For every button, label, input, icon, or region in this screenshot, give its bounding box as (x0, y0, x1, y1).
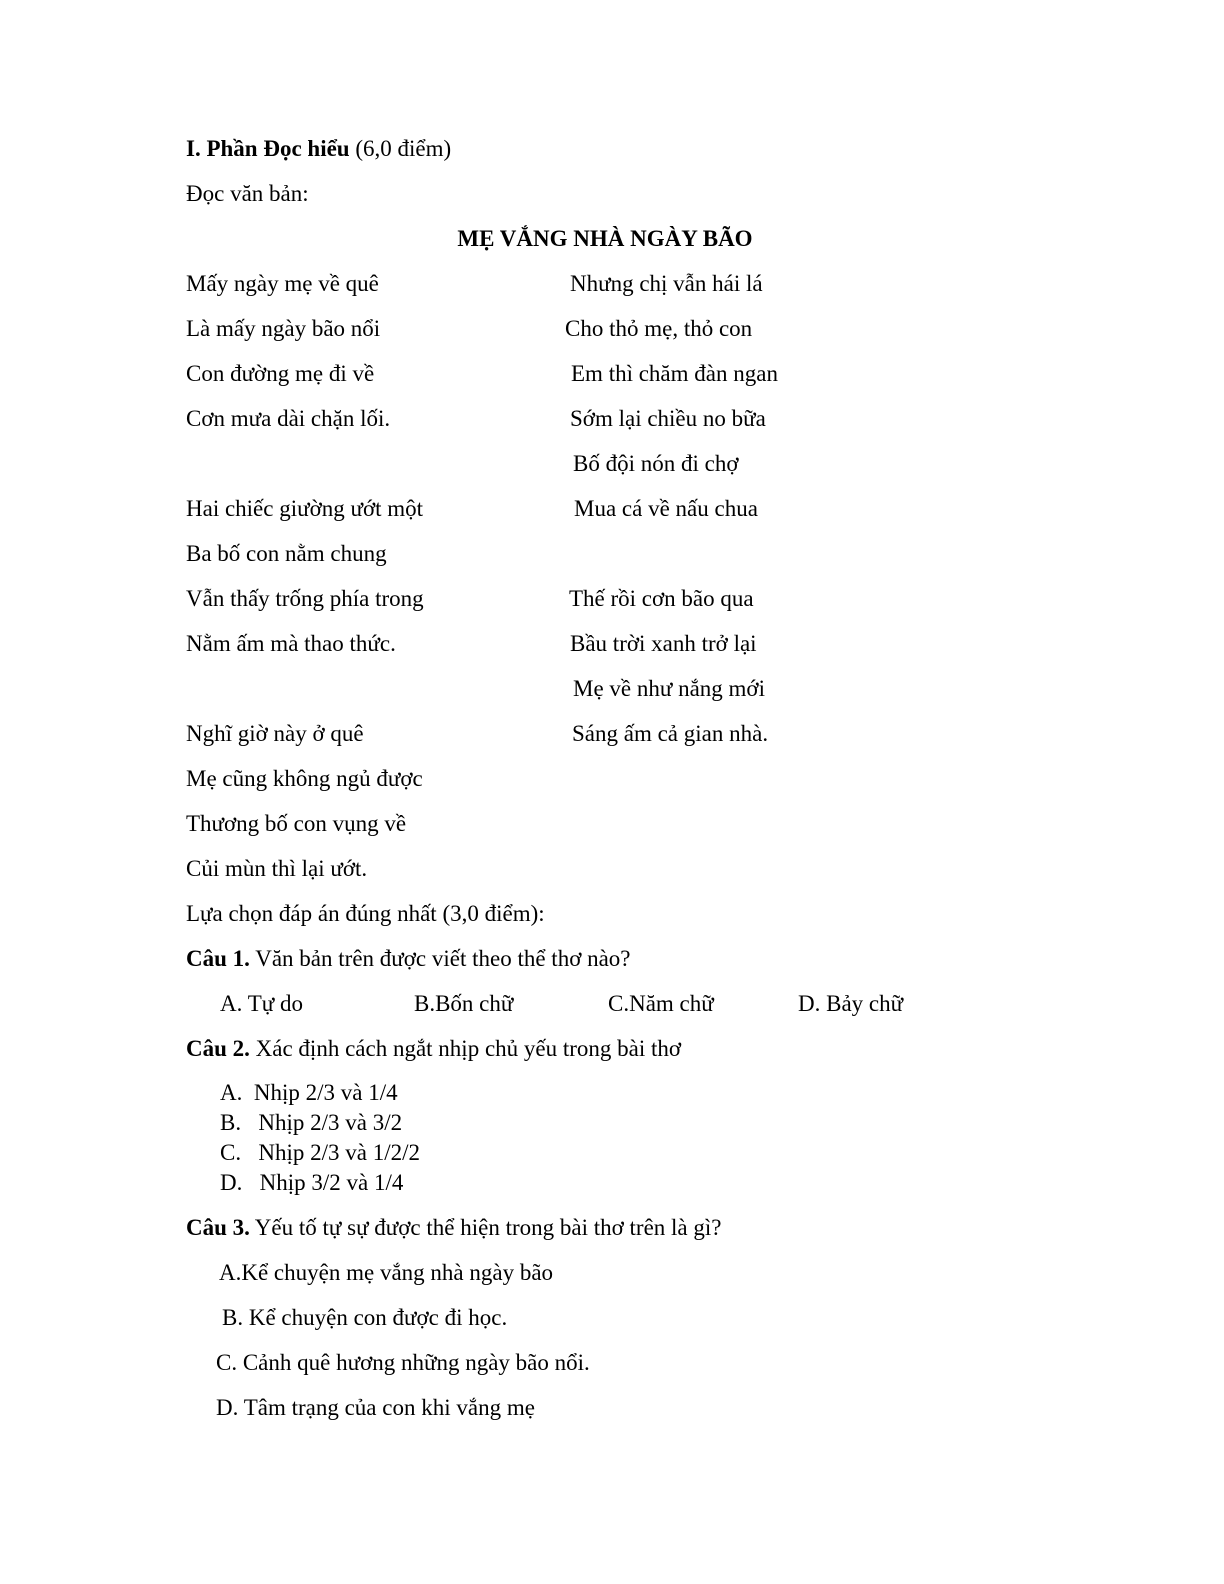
question-label: Câu 1. (186, 946, 250, 971)
poem-left-line: Củi mùn thì lại ướt. (186, 856, 368, 881)
option-2a: A. Nhịp 2/3 và 1/4 (220, 1080, 398, 1105)
option-3a: A.Kể chuyện mẹ vắng nhà ngày bão (219, 1260, 554, 1285)
question-3 (186, 1213, 721, 1243)
poem-right-line: Thế rồi cơn bão qua (569, 586, 754, 611)
poem-right-line: Mua cá về nấu chua (574, 496, 758, 521)
section-heading-bold: I. Phần Đọc hiểu (186, 136, 350, 161)
poem-left-line: Ba bố con nằm chung (186, 541, 387, 566)
poem-right-line: Sáng ấm cả gian nhà. (572, 721, 769, 746)
poem-left-line: Nằm ấm mà thao thức. (186, 631, 396, 656)
poem-left-line: Mấy ngày mẹ về quê (186, 271, 379, 296)
poem-left-line: Thương bố con vụng về (186, 811, 407, 836)
option-1b: B.Bốn chữ (414, 991, 514, 1016)
instruction: Lựa chọn đáp án đúng nhất (3,0 điểm): (186, 901, 545, 926)
poem-right-line: Bố đội nón đi chợ (573, 451, 739, 476)
poem-right-line: Nhưng chị vẫn hái lá (570, 271, 763, 296)
question-text: Yếu tố tự sự được thể hiện trong bài thơ trên là gì? (249, 1215, 722, 1240)
poem-right-line: Em thì chăm đàn ngan (571, 361, 778, 386)
poem-title: MẸ VẮNG NHÀ NGÀY BÃO (457, 226, 753, 251)
option-1c: C.Năm chữ (608, 991, 714, 1016)
question-text: Văn bản trên được viết theo thể thơ nào? (249, 946, 631, 971)
poem-left-line: Hai chiếc giường ướt một (186, 496, 424, 521)
poem-left-line: Nghĩ giờ này ở quê (186, 721, 364, 746)
question-label: Câu 3. (186, 1215, 250, 1240)
question-label: Câu 2. (186, 1036, 250, 1061)
poem-right-line: Cho thỏ mẹ, thỏ con (565, 316, 753, 341)
option-3c: C. Cảnh quê hương những ngày bão nổi. (216, 1350, 590, 1375)
question-1 (186, 944, 631, 974)
option-2c: C. Nhịp 2/3 và 1/2/2 (220, 1140, 420, 1165)
read-label: Đọc văn bản: (186, 181, 309, 206)
poem-left-line: Vẫn thấy trống phía trong (186, 586, 424, 611)
option-1d: D. Bảy chữ (798, 991, 904, 1016)
section-heading (186, 134, 451, 164)
question-text: Xác định cách ngắt nhịp chủ yếu trong bài thơ (249, 1036, 682, 1061)
option-1a: A. Tự do (220, 991, 303, 1016)
option-3b: B. Kể chuyện con được đi học. (222, 1305, 508, 1330)
poem-left-line: Cơn mưa dài chặn lối. (186, 406, 391, 431)
poem-right-line: Mẹ về như nắng mới (573, 676, 765, 701)
poem-left-line: Mẹ cũng không ngủ được (186, 766, 423, 791)
option-2b: B. Nhịp 2/3 và 3/2 (220, 1110, 403, 1135)
poem-left-line: Là mấy ngày bão nổi (186, 316, 381, 341)
option-2d: D. Nhịp 3/2 và 1/4 (220, 1170, 404, 1195)
section-heading-points: (6,0 điểm) (349, 136, 452, 161)
poem-left-line: Con đường mẹ đi về (186, 361, 375, 386)
option-3d: D. Tâm trạng của con khi vắng mẹ (216, 1395, 535, 1420)
poem-right-line: Sớm lại chiều no bữa (570, 406, 766, 431)
poem-right-line: Bầu trời xanh trở lại (570, 631, 757, 656)
question-2 (186, 1034, 681, 1064)
